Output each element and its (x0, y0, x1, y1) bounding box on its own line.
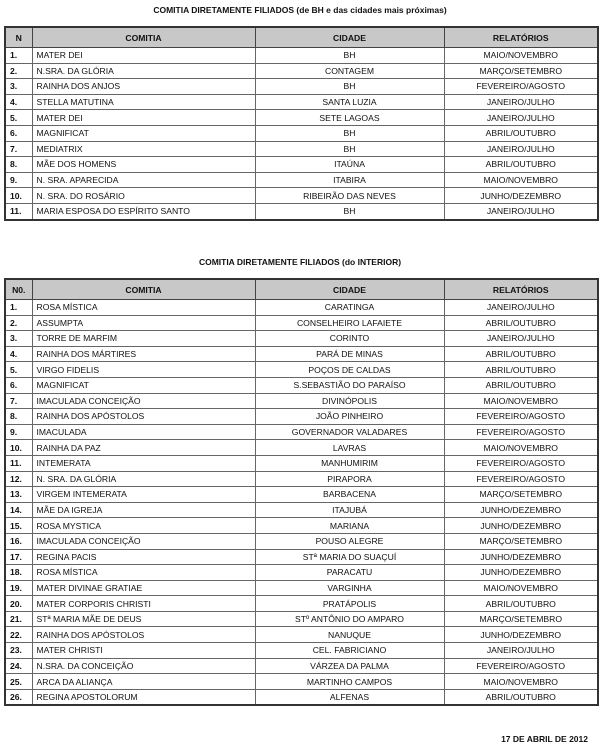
cell-cidade: STº ANTÔNIO DO AMPARO (255, 611, 444, 627)
cell-comitia: N. SRA. DA GLÓRIA (32, 471, 255, 487)
cell-cidade: BH (255, 79, 444, 95)
cell-cidade: CONSELHEIRO LAFAIETE (255, 315, 444, 331)
cell-comitia: MATER DEI (32, 110, 255, 126)
cell-number: 23. (5, 643, 32, 659)
cell-relatorios: JUNHO/DEZEMBRO (444, 502, 598, 518)
cell-cidade: PARACATU (255, 565, 444, 581)
cell-comitia: MATER CORPORIS CHRISTI (32, 596, 255, 612)
table-row (5, 518, 598, 534)
cell-relatorios: JANEIRO/JULHO (444, 203, 598, 219)
cell-cidade: PARÁ DE MINAS (255, 346, 444, 362)
cell-cidade: JOÃO PINHEIRO (255, 409, 444, 425)
cell-cidade: PIRAPORA (255, 471, 444, 487)
table-interior (4, 278, 599, 706)
cell-comitia: VIRGO FIDELIS (32, 362, 255, 378)
cell-cidade: CONTAGEM (255, 63, 444, 79)
cell-relatorios: ABRIL/OUTUBRO (444, 315, 598, 331)
cell-cidade: BH (255, 48, 444, 64)
table-row (5, 125, 598, 141)
cell-relatorios: MAIO/NOVEMBRO (444, 48, 598, 64)
cell-relatorios: ABRIL/OUTUBRO (444, 346, 598, 362)
cell-relatorios: FEVEREIRO/AGOSTO (444, 424, 598, 440)
cell-comitia: RAINHA DOS MÁRTIRES (32, 346, 255, 362)
cell-cidade: POÇOS DE CALDAS (255, 362, 444, 378)
cell-number: 1. (5, 48, 32, 64)
table-row (5, 393, 598, 409)
cell-number: 18. (5, 565, 32, 581)
table-bh (4, 26, 599, 221)
table-row (5, 300, 598, 316)
header-cidade: CIDADE (255, 279, 444, 300)
cell-number: 16. (5, 533, 32, 549)
cell-cidade: GOVERNADOR VALADARES (255, 424, 444, 440)
cell-relatorios: MAIO/NOVEMBRO (444, 393, 598, 409)
header-number: N0. (5, 279, 32, 300)
cell-number: 22. (5, 627, 32, 643)
cell-comitia: MAGNIFICAT (32, 377, 255, 393)
table-row (5, 643, 598, 659)
cell-relatorios: MAIO/NOVEMBRO (444, 440, 598, 456)
cell-number: 14. (5, 502, 32, 518)
header-comitia: COMITIA (32, 279, 255, 300)
cell-comitia: MAGNIFICAT (32, 125, 255, 141)
cell-cidade: ITABIRA (255, 172, 444, 188)
table-row (5, 502, 598, 518)
cell-number: 6. (5, 377, 32, 393)
table-row (5, 110, 598, 126)
cell-comitia: RAINHA DA PAZ (32, 440, 255, 456)
cell-relatorios: JUNHO/DEZEMBRO (444, 627, 598, 643)
table-row (5, 549, 598, 565)
cell-cidade: DIVINÓPOLIS (255, 393, 444, 409)
cell-comitia: STª MARIA MÃE DE DEUS (32, 611, 255, 627)
table-row (5, 48, 598, 64)
cell-cidade: POUSO ALEGRE (255, 533, 444, 549)
cell-number: 15. (5, 518, 32, 534)
table-row (5, 440, 598, 456)
cell-comitia: RAINHA DOS APÓSTOLOS (32, 627, 255, 643)
cell-number: 1. (5, 300, 32, 316)
cell-comitia: REGINA APOSTOLORUM (32, 689, 255, 705)
table-row (5, 172, 598, 188)
cell-cidade: SANTA LUZIA (255, 94, 444, 110)
cell-relatorios: MARÇO/SETEMBRO (444, 533, 598, 549)
cell-relatorios: JANEIRO/JULHO (444, 94, 598, 110)
cell-cidade: MARTINHO CAMPOS (255, 674, 444, 690)
cell-number: 10. (5, 440, 32, 456)
cell-number: 10. (5, 188, 32, 204)
cell-relatorios: FEVEREIRO/AGOSTO (444, 409, 598, 425)
table-row (5, 331, 598, 347)
cell-cidade: MARIANA (255, 518, 444, 534)
table-row (5, 611, 598, 627)
cell-number: 24. (5, 658, 32, 674)
cell-number: 19. (5, 580, 32, 596)
table-row (5, 627, 598, 643)
cell-relatorios: JUNHO/DEZEMBRO (444, 518, 598, 534)
cell-number: 9. (5, 424, 32, 440)
cell-cidade: VARGINHA (255, 580, 444, 596)
cell-comitia: TORRE DE MARFIM (32, 331, 255, 347)
cell-number: 11. (5, 455, 32, 471)
cell-relatorios: MAIO/NOVEMBRO (444, 172, 598, 188)
table-row (5, 157, 598, 173)
table-row (5, 377, 598, 393)
cell-relatorios: ABRIL/OUTUBRO (444, 596, 598, 612)
cell-cidade: RIBEIRÃO DAS NEVES (255, 188, 444, 204)
cell-relatorios: FEVEREIRO/AGOSTO (444, 455, 598, 471)
cell-number: 6. (5, 125, 32, 141)
cell-relatorios: JUNHO/DEZEMBRO (444, 565, 598, 581)
cell-comitia: VIRGEM INTEMERATA (32, 487, 255, 503)
cell-cidade: MANHUMIRIM (255, 455, 444, 471)
table-row (5, 79, 598, 95)
cell-number: 12. (5, 471, 32, 487)
table-row (5, 596, 598, 612)
table-row (5, 63, 598, 79)
cell-relatorios: ABRIL/OUTUBRO (444, 689, 598, 705)
cell-cidade: ALFENAS (255, 689, 444, 705)
table-row (5, 533, 598, 549)
cell-number: 4. (5, 94, 32, 110)
cell-number: 2. (5, 315, 32, 331)
header-relatorios: RELATÓRIOS (444, 27, 598, 48)
cell-number: 8. (5, 409, 32, 425)
table-row (5, 580, 598, 596)
cell-cidade: ITAÚNA (255, 157, 444, 173)
cell-cidade: STª MARIA DO SUAÇUÍ (255, 549, 444, 565)
cell-comitia: MÃE DOS HOMENS (32, 157, 255, 173)
cell-relatorios: JANEIRO/JULHO (444, 110, 598, 126)
cell-number: 2. (5, 63, 32, 79)
cell-relatorios: FEVEREIRO/AGOSTO (444, 658, 598, 674)
cell-cidade: BH (255, 125, 444, 141)
table-row (5, 346, 598, 362)
cell-comitia: ROSA MÍSTICA (32, 565, 255, 581)
header-relatorios: RELATÓRIOS (444, 279, 598, 300)
cell-relatorios: MARÇO/SETEMBRO (444, 63, 598, 79)
cell-comitia: MATER DIVINAE GRATIAE (32, 580, 255, 596)
cell-comitia: MEDIATRIX (32, 141, 255, 157)
cell-number: 13. (5, 487, 32, 503)
cell-relatorios: ABRIL/OUTUBRO (444, 157, 598, 173)
cell-relatorios: JANEIRO/JULHO (444, 300, 598, 316)
cell-comitia: REGINA PACIS (32, 549, 255, 565)
table-row (5, 141, 598, 157)
cell-relatorios: MARÇO/SETEMBRO (444, 611, 598, 627)
table-row (5, 203, 598, 219)
table-row (5, 188, 598, 204)
cell-number: 25. (5, 674, 32, 690)
table-row (5, 674, 598, 690)
cell-number: 8. (5, 157, 32, 173)
cell-comitia: IMACULADA (32, 424, 255, 440)
cell-comitia: MARIA ESPOSA DO ESPÍRITO SANTO (32, 203, 255, 219)
cell-number: 17. (5, 549, 32, 565)
cell-number: 7. (5, 393, 32, 409)
header-row (5, 279, 598, 300)
cell-cidade: LAVRAS (255, 440, 444, 456)
cell-cidade: CARATINGA (255, 300, 444, 316)
cell-cidade: NANUQUE (255, 627, 444, 643)
cell-number: 9. (5, 172, 32, 188)
cell-comitia: RAINHA DOS APÓSTOLOS (32, 409, 255, 425)
table-row (5, 689, 598, 705)
cell-number: 26. (5, 689, 32, 705)
cell-number: 3. (5, 79, 32, 95)
cell-comitia: RAINHA DOS ANJOS (32, 79, 255, 95)
table2-title: COMITIA DIRETAMENTE FILIADOS (do INTERIOR) (198, 257, 402, 267)
table-row (5, 362, 598, 378)
cell-number: 5. (5, 110, 32, 126)
cell-relatorios: JANEIRO/JULHO (444, 643, 598, 659)
cell-number: 3. (5, 331, 32, 347)
cell-comitia: N. SRA. APARECIDA (32, 172, 255, 188)
table-row (5, 455, 598, 471)
cell-comitia: ROSA MYSTICA (32, 518, 255, 534)
header-comitia: COMITIA (32, 27, 255, 48)
table-row (5, 409, 598, 425)
document-date: 17 DE ABRIL DE 2012 (501, 734, 588, 744)
cell-cidade: PRATÁPOLIS (255, 596, 444, 612)
cell-comitia: MATER CHRISTI (32, 643, 255, 659)
cell-cidade: SETE LAGOAS (255, 110, 444, 126)
cell-number: 20. (5, 596, 32, 612)
cell-cidade: BH (255, 141, 444, 157)
cell-cidade: VÁRZEA DA PALMA (255, 658, 444, 674)
cell-comitia: ROSA MÍSTICA (32, 300, 255, 316)
cell-comitia: STELLA MATUTINA (32, 94, 255, 110)
table-row (5, 424, 598, 440)
cell-relatorios: ABRIL/OUTUBRO (444, 362, 598, 378)
cell-comitia: IMACULADA CONCEIÇÃO (32, 533, 255, 549)
table-row (5, 487, 598, 503)
cell-relatorios: JUNHO/DEZEMBRO (444, 549, 598, 565)
table-row (5, 471, 598, 487)
header-cidade: CIDADE (255, 27, 444, 48)
table-row (5, 94, 598, 110)
cell-comitia: N. SRA. DO ROSÁRIO (32, 188, 255, 204)
cell-number: 7. (5, 141, 32, 157)
cell-relatorios: FEVEREIRO/AGOSTO (444, 79, 598, 95)
cell-relatorios: FEVEREIRO/AGOSTO (444, 471, 598, 487)
cell-number: 11. (5, 203, 32, 219)
cell-comitia: IMACULADA CONCEIÇÃO (32, 393, 255, 409)
table-row (5, 658, 598, 674)
cell-relatorios: JUNHO/DEZEMBRO (444, 188, 598, 204)
header-number: N (5, 27, 32, 48)
cell-comitia: N.SRA. DA GLÓRIA (32, 63, 255, 79)
cell-relatorios: MAIO/NOVEMBRO (444, 674, 598, 690)
cell-comitia: ASSUMPTA (32, 315, 255, 331)
cell-cidade: S.SEBASTIÃO DO PARAÍSO (255, 377, 444, 393)
cell-comitia: ARCA DA ALIANÇA (32, 674, 255, 690)
cell-cidade: CORINTO (255, 331, 444, 347)
table-row (5, 565, 598, 581)
cell-cidade: BARBACENA (255, 487, 444, 503)
cell-relatorios: MARÇO/SETEMBRO (444, 487, 598, 503)
header-row (5, 27, 598, 48)
cell-number: 21. (5, 611, 32, 627)
cell-cidade: ITAJUBÁ (255, 502, 444, 518)
cell-comitia: N.SRA. DA CONCEIÇÃO (32, 658, 255, 674)
cell-relatorios: MAIO/NOVEMBRO (444, 580, 598, 596)
table-row (5, 315, 598, 331)
cell-relatorios: ABRIL/OUTUBRO (444, 377, 598, 393)
cell-relatorios: ABRIL/OUTUBRO (444, 125, 598, 141)
cell-number: 5. (5, 362, 32, 378)
cell-relatorios: JANEIRO/JULHO (444, 331, 598, 347)
cell-cidade: BH (255, 203, 444, 219)
cell-comitia: MÃE DA IGREJA (32, 502, 255, 518)
cell-cidade: CEL. FABRICIANO (255, 643, 444, 659)
cell-relatorios: JANEIRO/JULHO (444, 141, 598, 157)
cell-comitia: MATER DEI (32, 48, 255, 64)
table1-title: COMITIA DIRETAMENTE FILIADOS (de BH e das cidades mais próximas) (153, 5, 447, 15)
cell-comitia: INTEMERATA (32, 455, 255, 471)
cell-number: 4. (5, 346, 32, 362)
